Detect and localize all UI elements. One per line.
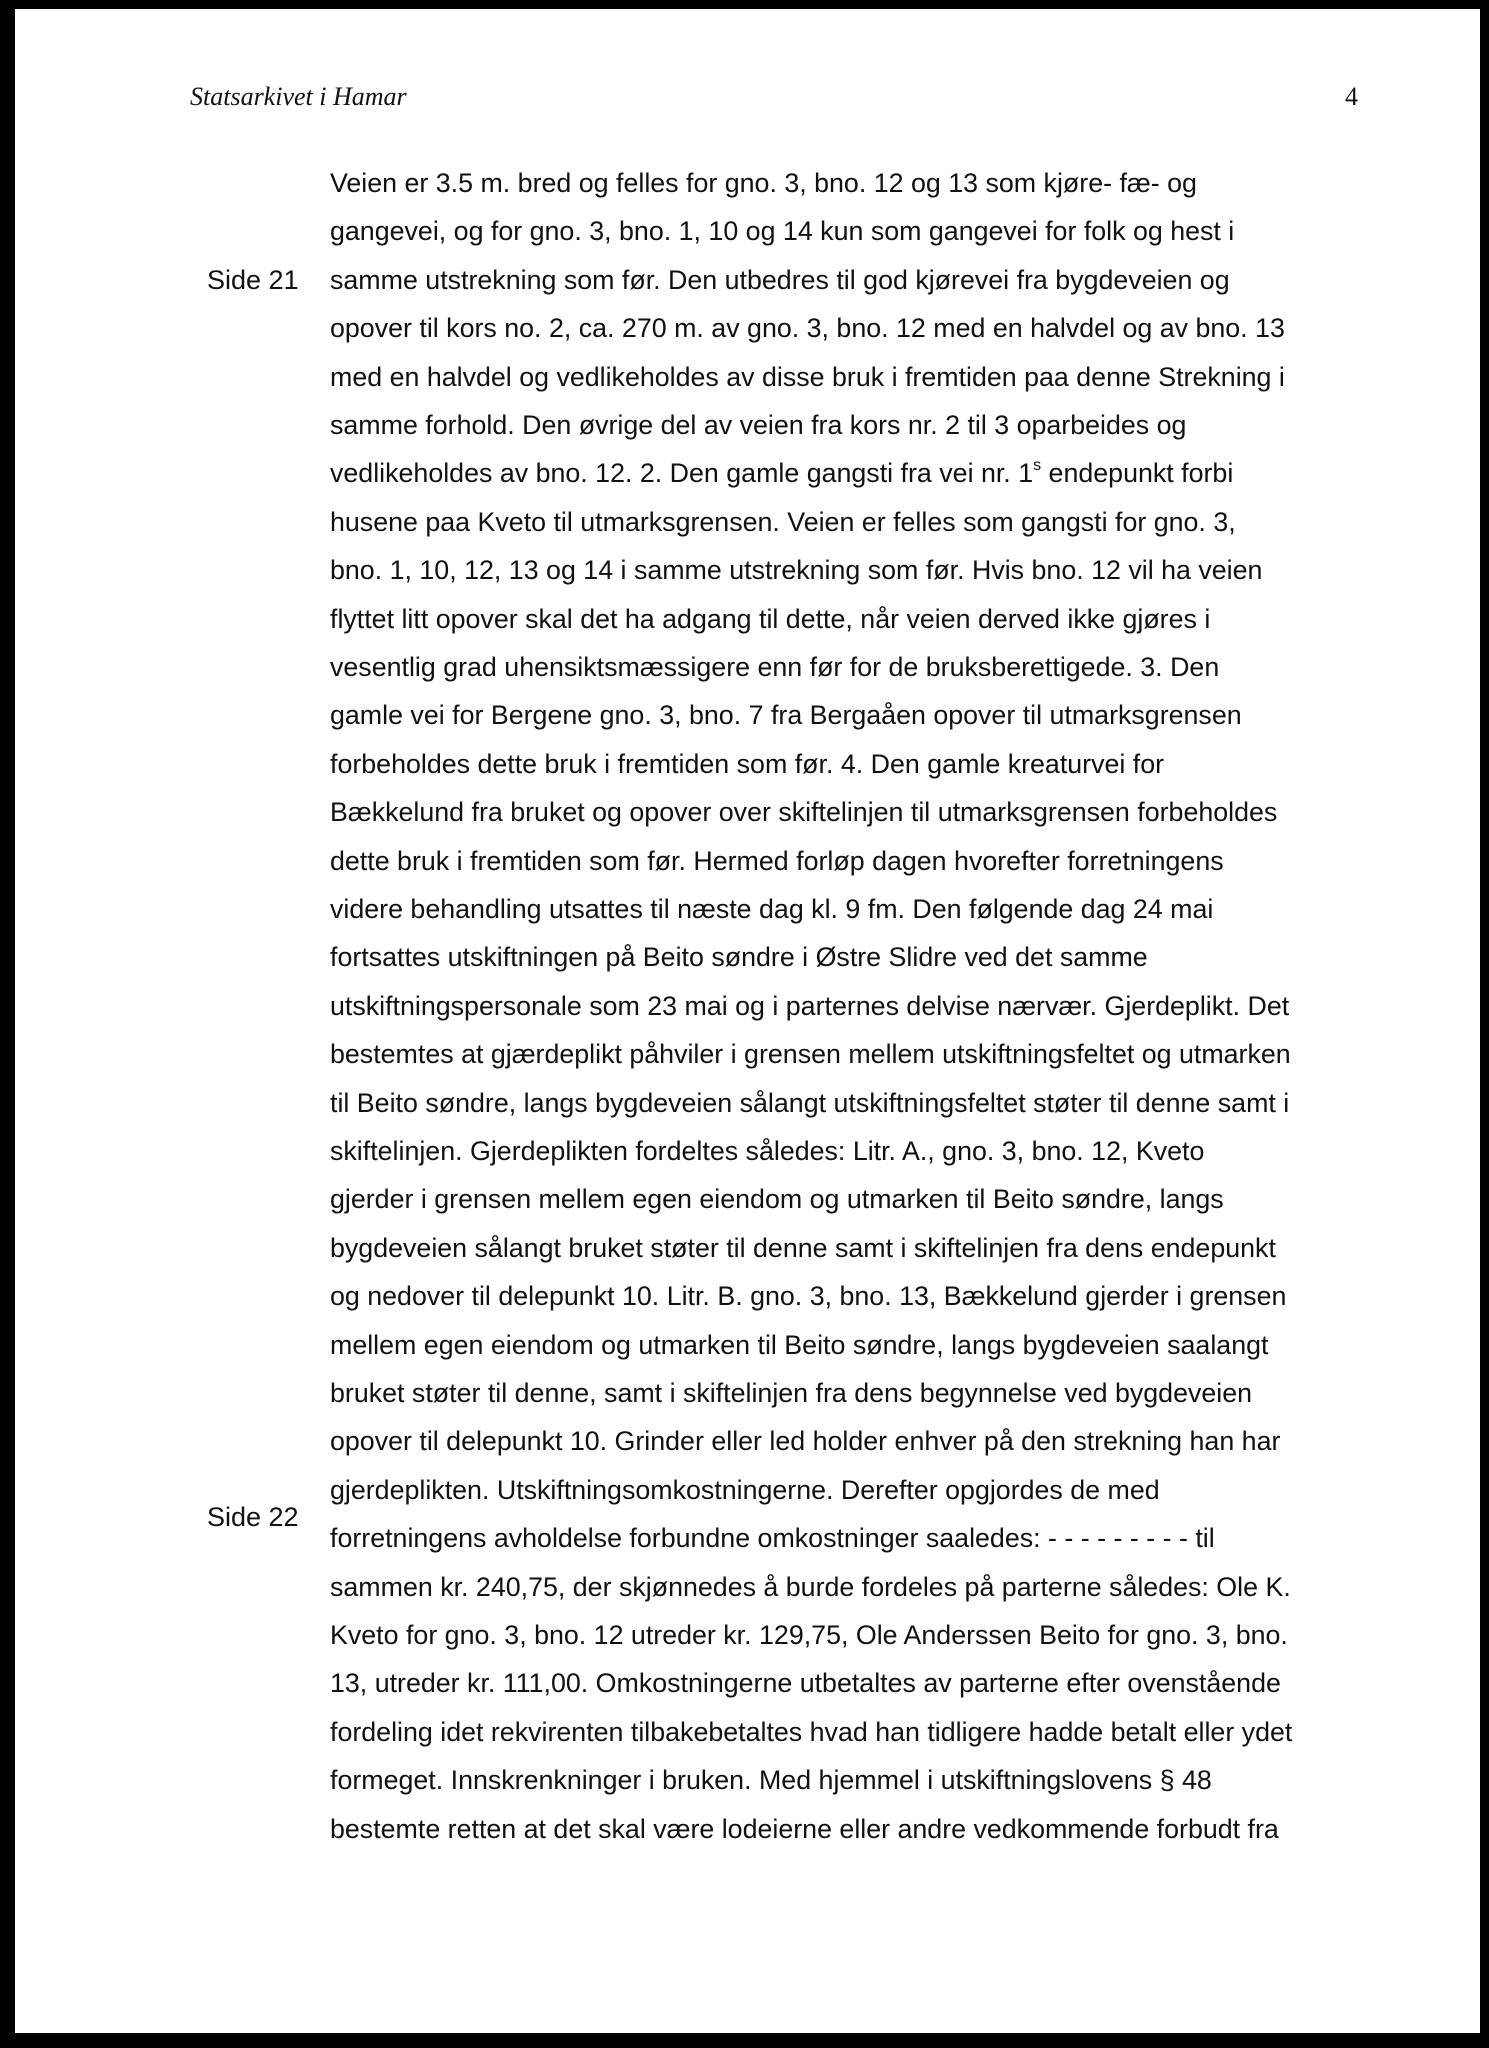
text-line-content: skiftelinjen. Gjerdeplikten fordeltes således: Litr. A., gno. 3, bno. 12, Kveto <box>330 1136 1205 1166</box>
text-line <box>330 1330 1268 1361</box>
text-line <box>330 265 1230 296</box>
text-line-content: utskiftningspersonale som 23 mai og i parternes delvise nærvær. Gjerdeplikt. Det <box>330 990 1290 1021</box>
text-line <box>330 700 1242 731</box>
text-line-content: og nedover til delepunkt 10. Litr. B. gno. 3, bno. 13, Bækkelund gjerder i grensen <box>330 1281 1287 1312</box>
text-line-content: sammen kr. 240,75, der skjønnedes å burde fordeles på parterne således: Ole K. <box>330 1571 1291 1602</box>
text-line <box>330 846 1224 877</box>
text-line <box>330 1814 1279 1845</box>
text-line <box>330 555 1262 586</box>
text-line <box>330 1039 1291 1070</box>
text-line-content: med en halvdel og vedlikeholdes av disse bruk i fremtiden paa denne Strekning i <box>330 361 1285 392</box>
text-line <box>330 1136 1204 1167</box>
margin-note-side-22: Side 22 <box>207 1502 299 1532</box>
text-line-content: forbeholdes dette bruk i fremtiden som før. 4. Den gamle kreaturvei for <box>330 748 1165 779</box>
text-line <box>330 216 1234 247</box>
superscript: s <box>1033 457 1042 475</box>
text-line <box>330 1620 1288 1651</box>
text-line-content: vedlikeholdes av bno. 12. 2. Den gamle gangsti fra vei nr. 1 <box>330 458 1034 489</box>
text-line-content: bruket støter til denne, samt i skiftelinjen fra dens begynnelse ved bygdeveien <box>330 1378 1253 1408</box>
text-line <box>330 797 1277 828</box>
text-line <box>330 168 1197 199</box>
text-line <box>330 604 1210 635</box>
text-line <box>330 507 1236 538</box>
text-line-content: dette bruk i fremtiden som før. Hermed forløp dagen hvorefter forretningens <box>330 845 1224 876</box>
text-line <box>330 1184 1224 1215</box>
text-line-content: fordeling idet rekvirenten tilbakebetaltes hvad han tidligere hadde betalt eller ydet <box>330 1716 1293 1747</box>
text-line-content: Bækkelund fra bruket og opover over skiftelinjen til utmarksgrensen forbeholdes <box>330 797 1278 828</box>
margin-note-side-21: Side 21 <box>207 265 299 295</box>
text-line <box>330 942 1148 973</box>
page-number: 4 <box>1345 82 1358 111</box>
text-line-content: til Beito søndre, langs bygdeveien sålangt utskiftningsfeltet støter til denne samt i <box>330 1087 1290 1118</box>
text-line <box>330 1088 1289 1119</box>
text-line <box>330 749 1164 780</box>
text-line <box>330 1426 1280 1457</box>
text-line <box>330 1475 1160 1506</box>
text-line <box>330 991 1289 1022</box>
text-line <box>330 313 1285 344</box>
archive-header: Statsarkivet i Hamar <box>190 82 407 111</box>
text-line-content: samme utstrekning som før. Den utbedres til god kjørevei fra bygdeveien og <box>330 264 1230 295</box>
text-line-tail: endepunkt forbi <box>1041 458 1234 489</box>
text-line-content: gangevei, og for gno. 3, bno. 1, 10 og 14 kun som gangevei for folk og hest i <box>330 216 1235 247</box>
text-line <box>330 1281 1286 1312</box>
text-line <box>330 1378 1252 1409</box>
text-line-content: 13, utreder kr. 111,00. Omkostningerne utbetaltes av parterne efter ovenstående <box>330 1668 1281 1699</box>
text-line-content: vesentlig grad uhensiktsmæssigere enn før for de bruksberettigede. 3. Den <box>330 652 1220 682</box>
text-line-content: Kveto for gno. 3, bno. 12 utreder kr. 129,75, Ole Anderssen Beito for gno. 3, bno. <box>330 1620 1288 1650</box>
text-line-content: gamle vei for Bergene gno. 3, bno. 7 fra Bergaåen opover til utmarksgrensen <box>330 700 1242 731</box>
text-line-content: bestemtes at gjærdeplikt påhviler i grensen mellem utskiftningsfeltet og utmarken <box>330 1039 1291 1070</box>
text-line-content: mellem egen eiendom og utmarken til Beito søndre, langs bygdeveien saalangt <box>330 1329 1269 1360</box>
text-line-content: bno. 1, 10, 12, 13 og 14 i samme utstrekning som før. Hvis bno. 12 vil ha veien <box>330 555 1263 586</box>
text-line <box>330 1233 1276 1264</box>
text-line-content: samme forhold. Den øvrige del av veien fra kors nr. 2 til 3 oparbeides og <box>330 410 1187 440</box>
text-line-content: bygdeveien sålangt bruket støter til denne samt i skiftelinjen fra dens endepunkt <box>330 1232 1276 1263</box>
text-line-content: opover til kors no. 2, ca. 270 m. av gno. 3, bno. 12 med en halvdel og av bno. 13 <box>330 313 1285 344</box>
text-line-content: gjerder i grensen mellem egen eiendom og utmarken til Beito søndre, langs <box>330 1184 1224 1215</box>
text-line-content: Veien er 3.5 m. bred og felles for gno. 3, bno. 12 og 13 som kjøre- fæ- og <box>330 168 1197 198</box>
text-line-content: bestemte retten at det skal være lodeierne eller andre vedkommende forbudt fra <box>330 1813 1279 1844</box>
text-line <box>330 410 1186 441</box>
text-line <box>330 652 1219 683</box>
text-line <box>330 1572 1291 1603</box>
text-line <box>330 362 1285 393</box>
text-line-content: husene paa Kveto til utmarksgrensen. Veien er felles som gangsti for gno. 3, <box>330 506 1236 537</box>
text-line <box>330 1717 1292 1748</box>
text-line-content: formeget. Innskrenkninger i bruken. Med hjemmel i utskiftningslovens § 48 <box>330 1765 1212 1796</box>
text-line <box>330 894 1213 925</box>
text-line <box>330 1668 1281 1699</box>
text-line-content: fortsattes utskiftningen på Beito søndre i Østre Slidre ved det samme <box>330 942 1148 973</box>
text-line <box>330 1765 1212 1796</box>
text-line-content: opover til delepunkt 10. Grinder eller led holder enhver på den strekning han har <box>330 1426 1281 1457</box>
text-line-content: videre behandling utsattes til næste dag kl. 9 fm. Den følgende dag 24 mai <box>330 894 1214 924</box>
text-line-content: forretningens avholdelse forbundne omkostninger saaledes: - - - - - - - - - til <box>330 1523 1215 1554</box>
text-line <box>330 458 1233 489</box>
text-line-content: gjerdeplikten. Utskiftningsomkostningerne. Derefter opgjordes de med <box>330 1474 1160 1505</box>
text-line <box>330 1523 1215 1554</box>
text-line-content: flyttet litt opover skal det ha adgang til dette, når veien derved ikke gjøres i <box>330 603 1211 634</box>
